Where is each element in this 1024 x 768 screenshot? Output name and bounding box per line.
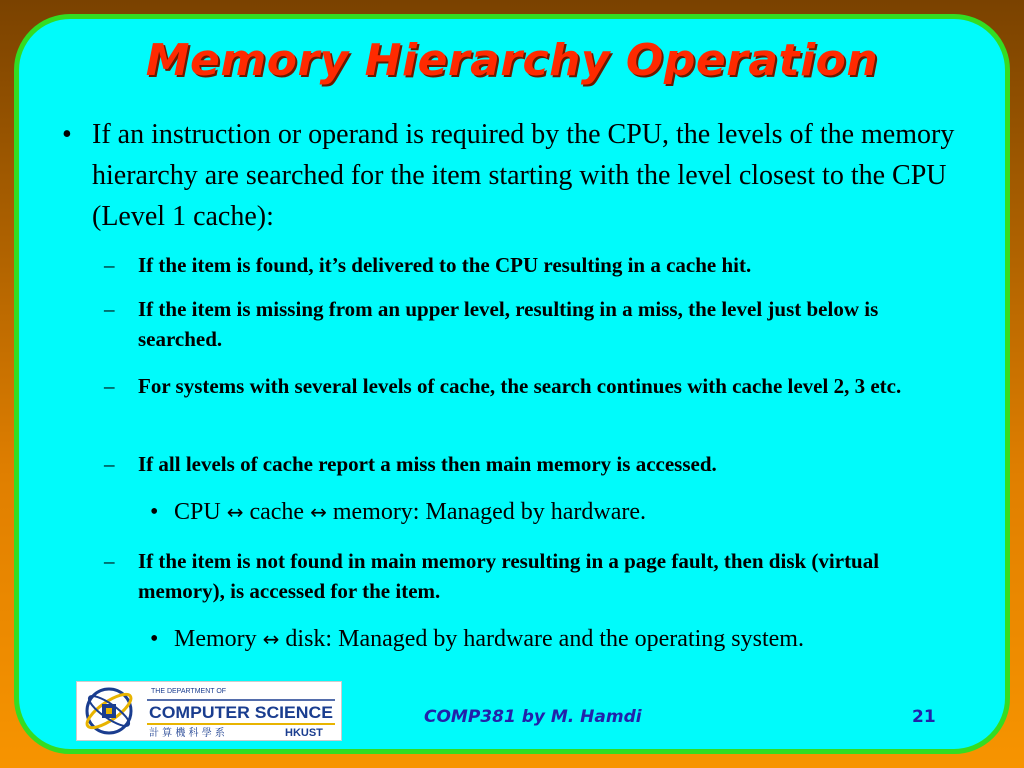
disk-note-part: Memory	[174, 626, 263, 652]
bullet-marker: •	[62, 119, 72, 150]
sub-bullet-text: If the item is missing from an upper level, resulting in a miss, the level just below is searched.	[138, 297, 879, 351]
sub-bullet-cache-hit	[104, 250, 964, 280]
logo-university: HKUST	[285, 727, 323, 739]
department-logo	[76, 681, 342, 741]
logo-name: COMPUTER SCIENCE	[149, 703, 333, 722]
dash-marker: –	[104, 253, 115, 277]
sub-bullet-cache-levels	[104, 371, 964, 401]
bidirectional-arrow-icon: ↔	[262, 627, 280, 651]
page-number: 21	[912, 707, 936, 727]
cache-note-text	[174, 497, 970, 527]
disk-note-text	[174, 624, 970, 654]
logo-chinese-name: 計 算 機 科 學 系	[149, 728, 225, 739]
dash-marker: –	[104, 452, 115, 476]
dash-marker: –	[104, 549, 115, 573]
disk-note-part: disk: Managed by hardware and the operating system.	[279, 626, 804, 652]
cache-note-part: cache	[243, 499, 311, 525]
cache-note-part: CPU	[174, 499, 227, 525]
sub-bullet-text: If the item is found, it’s delivered to the CPU resulting in a cache hit.	[138, 253, 752, 277]
dash-marker: –	[104, 297, 115, 321]
cache-note-part: memory: Managed by hardware.	[326, 499, 647, 525]
main-bullet	[62, 114, 962, 237]
sub-bullet-text: For systems with several levels of cache, the search continues with cache level 2, 3 etc.	[138, 374, 902, 398]
sub-bullet-page-fault	[104, 546, 964, 606]
logo-department-label: THE DEPARTMENT OF	[151, 688, 227, 695]
sub-bullet-text: If all levels of cache report a miss then main memory is accessed.	[138, 452, 717, 476]
sub-bullet-miss	[104, 294, 964, 354]
department-logo-graphic	[77, 682, 341, 740]
cache-note	[150, 497, 970, 527]
bidirectional-arrow-icon: ↔	[226, 500, 244, 524]
sub-bullet-text: If the item is not found in main memory resulting in a page fault, then disk (virtual memory), is accessed for the item.	[138, 549, 880, 603]
bullet-marker: •	[150, 626, 159, 652]
main-bullet-text: If an instruction or operand is required by the CPU, the levels of the memory hierarchy are searched for the item starting with the level closest to the CPU (Level 1 cache):	[92, 119, 955, 232]
bidirectional-arrow-icon: ↔	[310, 500, 327, 524]
logo-underline	[147, 723, 335, 725]
disk-note	[150, 624, 970, 654]
logo-emblem-icon	[83, 689, 136, 734]
dash-marker: –	[104, 374, 115, 398]
slide-title: Memory Hierarchy Operation	[145, 35, 879, 86]
footer-credit: COMP381 by M. Hamdi	[424, 707, 642, 727]
bullet-marker: •	[150, 499, 159, 525]
sub-bullet-main-memory	[104, 449, 964, 479]
